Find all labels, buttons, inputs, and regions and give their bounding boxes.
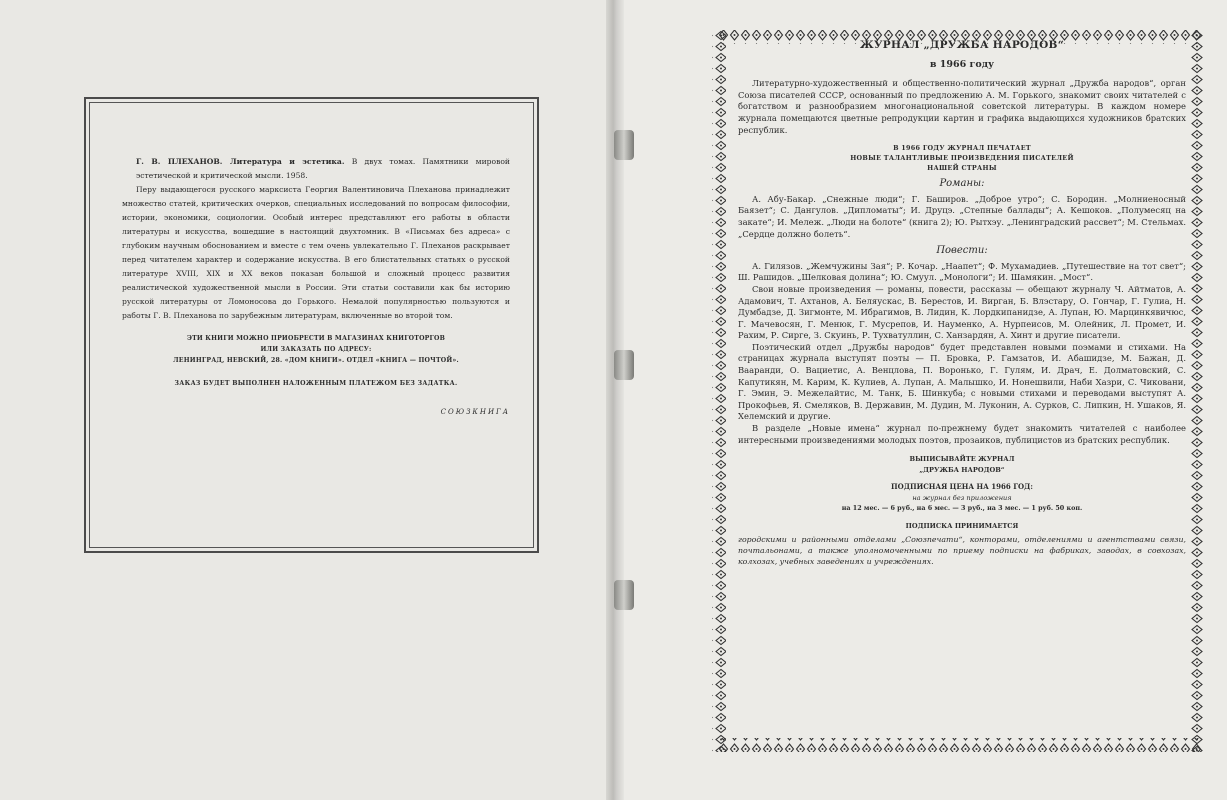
- ad-notice: ЗАКАЗ БУДЕТ ВЫПОЛНЕН НАЛОЖЕННЫМ ПЛАТЕЖОМ БЕЗ ЗАДАТКА.: [174, 380, 458, 387]
- magazine-title: ЖУРНАЛ „ДРУЖБА НАРОДОВ“: [859, 39, 1065, 51]
- price-subheading: на журнал без приложения: [912, 493, 1012, 502]
- ad-signature: СОЮЗКНИГА: [440, 408, 510, 416]
- subscribe-line: ВЫПИСЫВАЙТЕ ЖУРНАЛ: [909, 455, 1015, 464]
- ad-heading-rest: В двух томах. Памятники мировой эстетической и критической мысли. 1958.: [136, 157, 510, 180]
- magazine-announcement: [738, 40, 1186, 568]
- ad-buy-line: ИЛИ ЗАКАЗАТЬ ПО АДРЕСУ:: [260, 346, 372, 353]
- stories-list: А. Гилязов. „Жемчужины Зая“; Р. Кочар. „Наапет“; Ф. Мухамадиев. „Путешествие на тот свет“; Ш. Рашидов. „Шелковая долина“; Ю. Смуул. „Монологи“; И. Шамякин. „Мост“.: [738, 260, 1186, 283]
- prints-line: НОВЫЕ ТАЛАНТЛИВЫЕ ПРОИЗВЕДЕНИЯ ПИСАТЕЛЕЙ: [850, 154, 1074, 163]
- prints-line: В 1966 ГОДУ ЖУРНАЛ ПЕЧАТАЕТ: [893, 144, 1031, 153]
- subscribe-line: „ДРУЖБА НАРОДОВ“: [919, 465, 1005, 474]
- intro-paragraph: Литературно-художественный и общественно-политический журнал „Дружба народов“, орган Союза писателей СССР, основанный по предложению А. М. Горького, знакомит своих читателей с богатством и разнообразием многонациональной советской литературы. В каждом номере журнала помещаются цветные репродукции картин и графика выдающихся художников братских республик.: [738, 78, 1186, 135]
- ad-body: Перу выдающегося русского марксиста Георгия Валентиновича Плеханова принадлежит множество статей, критических очерков, специальных исследований по вопросам философии, истории, экономики, социологии. Особый интерес представляют его работы в области литературы и искусства, вошедшие в настоящий двухтомник. В «Письмах без адреса» с глубоким научным обоснованием и вместе с тем очень увлекательно Г. Плеханов раскрывает перед читателем характер и содержание искусства. В его блистательных статьях о русской литературе XVIII, XIX и XX веков показан большой и сложный процесс развития реалистической художественной мысли в России. Эти статьи составили как бы историю русской литературы от Ломоносова до Горького. Немалой популярностью пользуются и работы Г. В. Плеханова по зарубежным литературам, включенные во второй том.: [122, 185, 510, 320]
- novels-list: А. Абу-Бакар. „Снежные люди“; Г. Баширов. „Доброе утро“; С. Бородин. „Молниеносный Баязет“; С. Дангулов. „Дипломаты“; И. Друцэ. „Степные баллады“; А. Кешоков. „Полумесяц на закате“; И. Мележ. „Люди на болоте“ (книга 2); Ю. Рытхэу. „Ленинградский рассвет“; М. Стельмах. „Сердце должно болеть“.: [738, 193, 1186, 239]
- prints-heading: [738, 143, 1186, 173]
- price-heading: ПОДПИСНАЯ ЦЕНА НА 1966 ГОД:: [891, 482, 1033, 492]
- new-works-paragraph: Свои новые произведения — романы, повести, рассказы — обещают журналу Ч. Айтматов, А. Адамович, Т. Ахтанов, А. Беляускас, В. Берестов, И. Вирган, Б. Влэстару, О. Гончар, Г. Гулиа, Н. Думбадзе, Д. Зигмонте, М. Ибрагимов, В. Лидин, К. Лордкипанидзе, А. Лупан, Ю. Марцинкявичюс, Г. Мачевосян, Г. Менюк, Г. Мусрепов, И. Науменко, А. Нурпеисов, М. Олейник, Л. Промет, И. Рахим, Р. Сирге, З. Скуинь, Р. Тухватуллин, С. Ханзардян, А. Хинт и другие писатели.: [738, 283, 1186, 341]
- price-line: на 12 мес. — 6 руб., на 6 мес. — 3 руб., на 3 мес. — 1 руб. 50 коп.: [841, 504, 1083, 513]
- subscription-channels: городскими и районными отделами „Союзпечати“, конторами, отделениями и агентствами связи, почтальонами, а также уполномоченными по приему подписки на фабриках, заводах, в совхозах, колхозах, учебных заведениях и учреждениях.: [738, 535, 1186, 566]
- magazine-year: в 1966 году: [929, 58, 995, 70]
- stories-heading: Повести:: [936, 245, 988, 257]
- subscription-accepted: ПОДПИСКА ПРИНИМАЕТСЯ: [905, 521, 1019, 530]
- ad-buy-line: ЛЕНИНГРАД, НЕВСКИЙ, 28. «ДОМ КНИГИ». ОТДЕЛ «КНИГА — ПОЧТОЙ».: [173, 357, 459, 364]
- novels-heading: Романы:: [939, 178, 985, 190]
- ad-heading: Г. В. ПЛЕХАНОВ. Литература и эстетика.: [136, 157, 345, 166]
- new-names-paragraph: В разделе „Новые имена“ журнал по-прежнему будет знакомить читателей с наиболее интересными произведениями молодых поэтов, прозаиков, публицистов из братских республик.: [738, 423, 1186, 445]
- ad-buy-line: ЭТИ КНИГИ МОЖНО ПРИОБРЕСТИ В МАГАЗИНАХ КНИГОТОРГОВ: [186, 335, 446, 342]
- poetry-paragraph: Поэтический отдел „Дружбы народов“ будет представлен новыми поэмами и стихами. На страницах журнала выступят поэты — П. Бровка, Р. Гамзатов, И. Абашидзе, М. Бажан, Д. Вааранди, О. Вациетис, А. Венцлова, П. Воронько, Г. Гулям, И. Драч, Е. Долматовский, С. Капутикян, М. Карим, К. Кулиев, А. Лупан, А. Малышко, И. Нонешвили, Наби Хазри, С. Чиковани, Г. Эмин, Э. Межелайтис, М. Танк, Б. Шинкуба; с новыми стихами и переводами выступят А. Прокофьев, Я. Смеляков, В. Державин, М. Дудин, М. Луконин, А. Сурков, С. Липкин, Н. Ушаков, Я. Хелемский и другие.: [738, 341, 1186, 422]
- subscribe-call: [738, 454, 1186, 475]
- prints-line: НАШЕЙ СТРАНЫ: [927, 164, 997, 173]
